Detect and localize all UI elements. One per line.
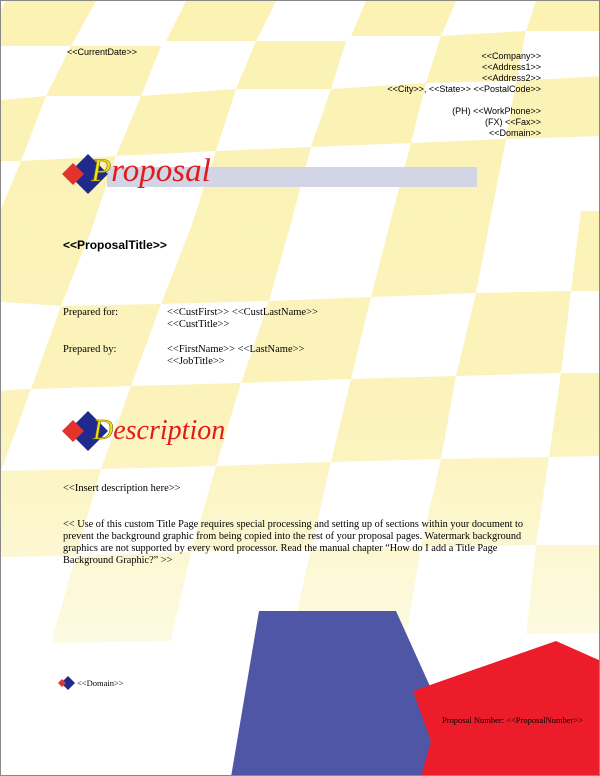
fax: (FX) <<Fax>>	[484, 117, 541, 127]
prepared-for-name: <<CustFirst>> <<CustLastName>>	[167, 307, 318, 318]
proposal-heading-initial: P	[91, 153, 112, 189]
description-heading-rest: escription	[113, 415, 226, 446]
footer-red-shape	[413, 641, 600, 776]
proposal-heading-rest: roposal	[111, 153, 211, 189]
proposal-heading	[91, 153, 211, 190]
prepared-by-label: Prepared by:	[63, 344, 117, 355]
work-phone: (PH) <<WorkPhone>>	[452, 106, 541, 116]
proposal-number: Proposal Number: <<ProposalNumber>>	[442, 715, 583, 725]
address2: <<Address2>>	[481, 73, 541, 83]
company: <<Company>>	[481, 51, 541, 61]
prepared-by-title: <<JobTitle>>	[167, 356, 225, 367]
footer-diamond-icon	[56, 675, 76, 691]
address1: <<Address1>>	[481, 62, 541, 72]
header-domain: <<Domain>>	[488, 128, 541, 138]
prepared-for-title: <<CustTitle>>	[167, 319, 230, 330]
description-placeholder: <<Insert description here>>	[63, 483, 181, 494]
city-state-zip: <<City>>, <<State>> <<PostalCode>>	[387, 84, 541, 94]
proposal-title: <<ProposalTitle>>	[63, 238, 167, 252]
description-paragraph: << Use of this custom Title Page requires special processing and setting up of sections within your document to prevent the background graphic from being copied into the rest of your proposal pages. Watermark background graphics are not supported by every word processor. Read the manual chapter “How do I add a Title Page Background Graphic?” >>	[63, 519, 524, 566]
prepared-for-label: Prepared for:	[63, 307, 119, 318]
current-date: <<CurrentDate>>	[67, 47, 138, 57]
description-heading	[93, 415, 225, 447]
prepared-by-name: <<FirstName>> <<LastName>>	[167, 344, 305, 355]
footer-domain: <<Domain>>	[77, 678, 124, 688]
description-heading-initial: D	[93, 415, 114, 446]
